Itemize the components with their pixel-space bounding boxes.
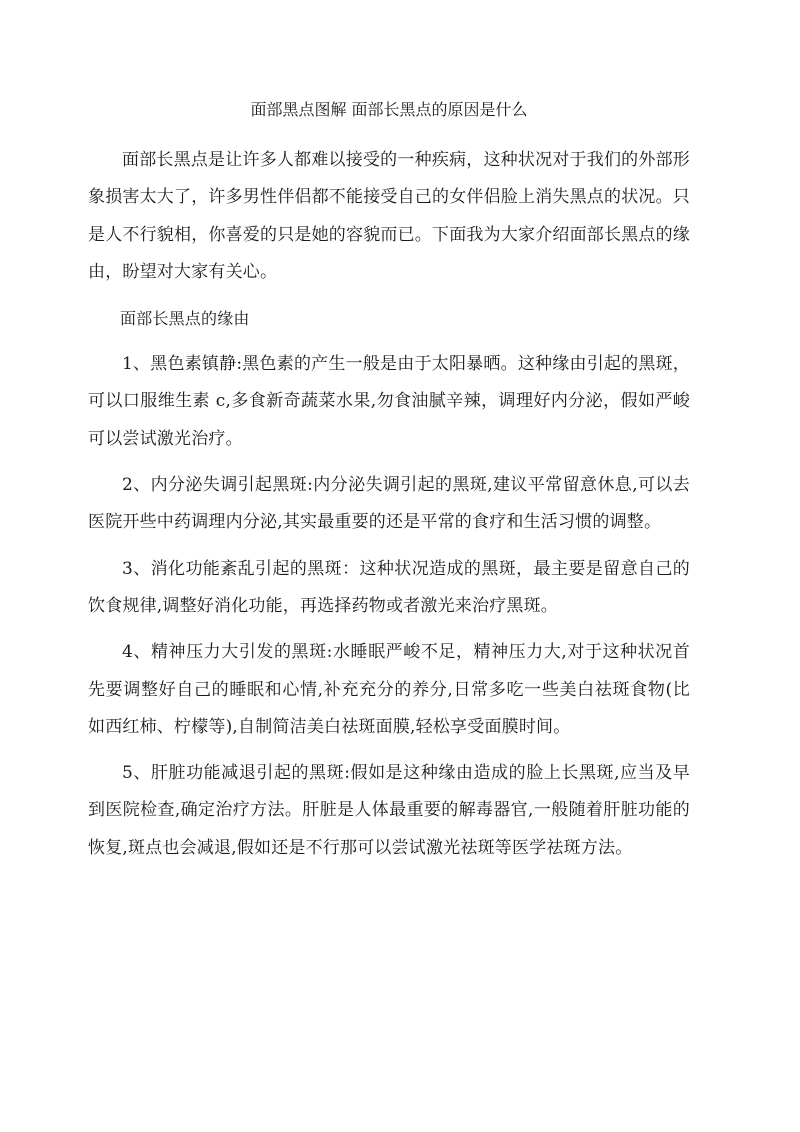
intro-paragraph: 面部长黑点是让许多人都难以接受的一种疾病，这种状况对于我们的外部形象损害太大了，许多男性伴侣都不能接受自己的女伴侣脸上消失黑点的状况。只是人不行貌相，你喜爱的只是她的容貌而已。下面我为大家介绍面部长黑点的缘由，盼望对大家有关心。 (88, 150, 690, 282)
cause-paragraph-5: 5、肝脏功能减退引起的黑斑:假如是这种缘由造成的脸上长黑斑,应当及早到医院检查,确定治疗方法。肝脏是人体最重要的解毒器官,一般随着肝脏功能的恢复,斑点也会减退,假如还是不行那可以尝试激光祛斑等医学祛斑方法。 (88, 763, 690, 858)
cause-paragraph-3: 3、消化功能紊乱引起的黑斑：这种状况造成的黑斑，最主要是留意自己的饮食规律,调整好消化功能，再选择药物或者激光来治疗黑斑。 (88, 558, 690, 616)
section-heading: 面部长黑点的缘由 (120, 309, 250, 329)
cause-paragraph-1: 1、黑色素镇静:黑色素的产生一般是由于太阳暴晒。这种缘由引起的黑斑，可以口服维生素 c,多食新奇蔬菜水果,勿食油腻辛辣，调理好内分泌，假如严峻可以尝试激光治疗。 (88, 354, 690, 449)
cause-paragraph-4: 4、精神压力大引发的黑斑:水睡眠严峻不足，精神压力大,对于这种状况首先要调整好自己的睡眠和心情,补充充分的养分,日常多吃一些美白祛斑食物(比如西红柿、柠檬等),自制简洁美白祛斑面膜,轻松享受面膜时间。 (88, 642, 690, 737)
cause-paragraph-2: 2、内分泌失调引起黑斑:内分泌失调引起的黑斑,建议平常留意休息,可以去医院开些中药调理内分泌,其实最重要的还是平常的食疗和生活习惯的调整。 (88, 475, 690, 533)
document-title: 面部黑点图解 面部长黑点的原因是什么 (250, 100, 528, 119)
document-body (88, 100, 690, 876)
